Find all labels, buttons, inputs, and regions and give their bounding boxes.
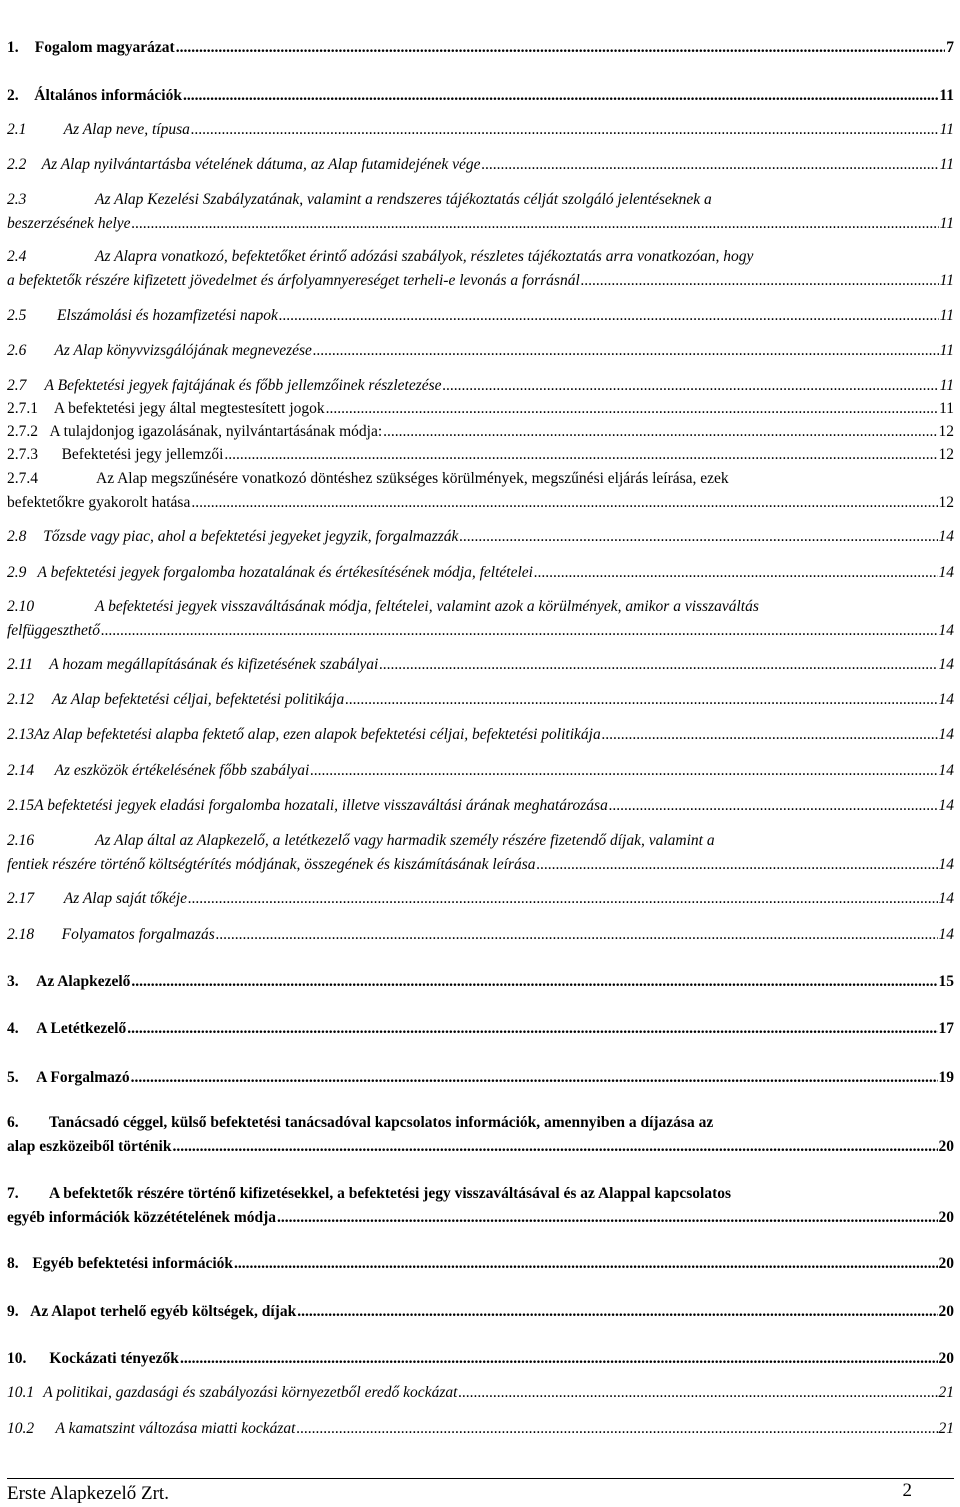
toc-leader-dots — [188, 887, 937, 911]
toc-entry-page: 21 — [938, 1420, 954, 1437]
toc-entry-title-cont: a befektetők részére kifizetett jövedelmet és árfolyamnyereséget terheli-e levonás a forrásnál — [7, 272, 580, 289]
toc-entry-number: 2.7 — [7, 377, 27, 394]
toc-entry-title: Az Alap nyilvántartásba vételének dátuma, az Alap futamidejének vége — [41, 156, 481, 173]
toc-entry[interactable] — [7, 1017, 954, 1041]
toc-entry-title: A befektetési jegy által megtestesített jogok — [53, 400, 325, 417]
toc-entry-page: 21 — [938, 1384, 954, 1401]
toc-leader-dots — [310, 759, 937, 783]
toc-leader-dots — [459, 525, 937, 549]
toc-entry-number: 3. — [7, 973, 19, 990]
toc-entry-title: Folyamatos forgalmazás — [61, 926, 215, 943]
toc-entry-title: A befektetési jegyek forgalomba hozatalának és értékesítésének módja, feltételei — [37, 564, 533, 581]
toc-entry[interactable] — [7, 1347, 954, 1371]
toc-leader-dots — [101, 619, 938, 643]
toc-entry-page: 14 — [938, 622, 954, 639]
toc-leader-dots — [176, 36, 946, 60]
footer-divider — [7, 1478, 954, 1479]
toc-entry-page: 20 — [938, 1303, 954, 1320]
toc-entry[interactable] — [7, 153, 954, 177]
toc-entry[interactable] — [7, 923, 954, 947]
toc-entry[interactable] — [7, 1417, 954, 1441]
toc-entry[interactable] — [7, 374, 954, 398]
toc-leader-dots — [180, 1347, 938, 1371]
toc-entry-page: 14 — [938, 797, 954, 814]
toc-entry[interactable] — [7, 1182, 954, 1230]
toc-entry[interactable] — [7, 525, 954, 549]
toc-entry-title-cont: felfüggeszthető — [7, 622, 100, 639]
toc-leader-dots — [297, 1300, 937, 1324]
toc-entry[interactable] — [7, 118, 954, 142]
toc-leader-dots — [379, 653, 937, 677]
toc-leader-dots — [127, 1017, 937, 1041]
toc-entry-title: Az Alap befektetési alapba fektető alap, ezen alapok befektetési céljai, befektetési politikája — [34, 726, 601, 743]
toc-entry-page: 14 — [938, 856, 954, 873]
toc-entry-number: 2.10 — [7, 598, 35, 615]
toc-entry-number: 2.15 — [7, 797, 35, 814]
toc-entry-title: Az Alap Kezelési Szabályzatának, valamint a rendszeres tájékoztatás célját szolgáló jelentéseknek a — [95, 191, 712, 208]
toc-entry-title: Befektetési jegy jellemzői — [61, 446, 224, 463]
toc-entry-number: 2.1 — [7, 121, 27, 138]
toc-entry[interactable] — [7, 1300, 954, 1324]
toc-entry-number: 2.12 — [7, 691, 35, 708]
toc-entry-page: 20 — [938, 1350, 954, 1367]
toc-entry-title: Az Alap saját tőkéje — [63, 890, 188, 907]
toc-entry-title: Az Alap által az Alapkezelő, a letétkezelő vagy harmadik személy részére fizetendő díjak, valamint a — [95, 832, 715, 849]
toc-entry-title: Fogalom magyarázat — [34, 39, 175, 56]
toc-leader-dots — [277, 1206, 937, 1230]
toc-entry-title: A kamatszint változása miatti kockázat — [55, 1420, 296, 1437]
toc-entry-page: 19 — [938, 1069, 954, 1086]
toc-entry-number: 1. — [7, 39, 19, 56]
toc-entry-page: 14 — [938, 528, 954, 545]
toc-entry-number: 2.16 — [7, 832, 35, 849]
toc-leader-dots — [172, 1135, 937, 1159]
footer-page-number: 2 — [902, 1480, 912, 1501]
toc-leader-dots — [296, 1417, 937, 1441]
toc-leader-dots — [131, 970, 937, 994]
toc-entry-title: A Befektetési jegyek fajtájának és főbb jellemzőinek részletezése — [44, 377, 442, 394]
toc-entry-page: 20 — [938, 1255, 954, 1272]
toc-entry[interactable] — [7, 420, 954, 444]
toc-entry-number: 4. — [7, 1020, 19, 1037]
toc-entry-title: Az eszközök értékelésének főbb szabályai — [54, 762, 310, 779]
toc-leader-dots — [216, 923, 938, 947]
toc-entry-number: 5. — [7, 1069, 19, 1086]
toc-entry-page: 14 — [938, 890, 954, 907]
toc-leader-dots — [482, 153, 939, 177]
toc-entry-page: 11 — [939, 156, 954, 173]
toc-entry[interactable] — [7, 304, 954, 328]
toc-entry-page: 11 — [939, 121, 954, 138]
toc-entry-title: Elszámolási és hozamfizetési napok — [56, 307, 278, 324]
toc-leader-dots — [383, 420, 937, 444]
toc-entry-page: 14 — [938, 656, 954, 673]
toc-entry[interactable] — [7, 188, 954, 236]
toc-entry[interactable] — [7, 970, 954, 994]
toc-leader-dots — [458, 1381, 937, 1405]
toc-entry-title-cont: alap eszközeiből történik — [7, 1138, 172, 1155]
toc-entry-title: Az Alapkezelő — [36, 973, 131, 990]
toc-entry-title: Az Alap befektetési céljai, befektetési politikája — [51, 691, 345, 708]
toc-entry-page: 11 — [939, 377, 954, 394]
toc-entry[interactable] — [7, 688, 954, 712]
toc-leader-dots — [183, 84, 938, 108]
toc-leader-dots — [132, 212, 939, 236]
toc-entry[interactable] — [7, 397, 954, 421]
toc-entry-title: A Forgalmazó — [36, 1069, 130, 1086]
toc-entry-title: Az Alap könyvvizsgálójának megnevezése — [54, 342, 312, 359]
toc-entry-title: Kockázati tényezők — [49, 1350, 179, 1367]
toc-entry-page: 12 — [938, 446, 954, 463]
toc-entry-number: 2.13 — [7, 726, 35, 743]
toc-entry[interactable] — [7, 443, 954, 467]
toc-entry[interactable] — [7, 245, 954, 293]
toc-entry[interactable] — [7, 1252, 954, 1276]
toc-entry[interactable] — [7, 1381, 954, 1405]
toc-leader-dots — [536, 853, 937, 877]
toc-entry[interactable] — [7, 794, 954, 818]
toc-entry-title: Az Alap neve, típusa — [63, 121, 190, 138]
toc-entry-title: A tulajdonjog igazolásának, nyilvántartásának módja: — [49, 423, 383, 440]
toc-leader-dots — [191, 491, 937, 515]
toc-entry-page: 12 — [938, 494, 954, 511]
toc-entry-page: 12 — [938, 423, 954, 440]
toc-entry-number: 10. — [7, 1350, 27, 1367]
toc-entry-title-cont: fentiek részére történő költségtérítés módjának, összegének és kiszámításának leírása — [7, 856, 536, 873]
toc-entry-number: 7. — [7, 1185, 19, 1202]
toc-entry-page: 7 — [946, 39, 954, 56]
toc-entry-title: A befektetők részére történő kifizetésekkel, a befektetési jegy visszaváltásával és az Alappal kapcsolatos — [49, 1185, 732, 1202]
toc-leader-dots — [609, 794, 938, 818]
toc-entry[interactable] — [7, 723, 954, 747]
toc-entry-number: 8. — [7, 1255, 19, 1272]
toc-entry-title: A hozam megállapításának és kifizetésének szabályai — [49, 656, 379, 673]
toc-entry-title: A politikai, gazdasági és szabályozási környezetből eredő kockázat — [43, 1384, 458, 1401]
toc-entry-page: 11 — [939, 272, 954, 289]
toc-entry[interactable] — [7, 84, 954, 108]
toc-entry-page: 11 — [939, 215, 954, 232]
toc-entry-page: 11 — [939, 307, 954, 324]
toc-entry[interactable] — [7, 759, 954, 783]
toc-entry-number: 2.9 — [7, 564, 27, 581]
toc-entry-title: Tanácsadó céggel, külső befektetési tanácsadóval kapcsolatos információk, amennyiben a díjazása az — [49, 1114, 714, 1131]
toc-entry-number: 2.7.4 — [7, 470, 38, 487]
toc-leader-dots — [224, 443, 937, 467]
toc-entry-title: Általános információk — [34, 87, 182, 104]
toc-leader-dots — [131, 1066, 938, 1090]
toc-entry[interactable] — [7, 829, 954, 877]
toc-entry-page: 14 — [938, 762, 954, 779]
toc-entry-page: 20 — [938, 1138, 954, 1155]
toc-entry-number: 2.7.2 — [7, 423, 38, 440]
toc-entry[interactable] — [7, 1066, 954, 1090]
toc-leader-dots — [443, 374, 939, 398]
toc-entry-number: 2.11 — [7, 656, 33, 673]
toc-entry-number: 2.17 — [7, 890, 35, 907]
toc-entry-page: 11 — [939, 87, 954, 104]
toc-entry-page: 14 — [938, 564, 954, 581]
toc-entry-number: 10.1 — [7, 1384, 35, 1401]
toc-entry-title-cont: befektetőkre gyakorolt hatása — [7, 494, 191, 511]
toc-entry-number: 2.14 — [7, 762, 35, 779]
toc-entry[interactable] — [7, 1111, 954, 1159]
toc-entry[interactable] — [7, 595, 954, 643]
toc-entry-title: Az Alap megszűnésére vonatkozó döntéshez szükséges körülmények, megszűnési eljárás leírása, ezek — [96, 470, 729, 487]
toc-entry-number: 2.7.3 — [7, 446, 38, 463]
toc-entry[interactable] — [7, 561, 954, 585]
toc-leader-dots — [326, 397, 938, 421]
toc-entry-number: 2.7.1 — [7, 400, 38, 417]
toc-leader-dots — [534, 561, 938, 585]
toc-entry-title: A befektetési jegyek eladási forgalomba hozatali, illetve visszaváltási árának meghatározása — [34, 797, 608, 814]
toc-leader-dots — [234, 1252, 937, 1276]
toc-entry-number: 2. — [7, 87, 19, 104]
toc-entry-title: Az Alapot terhelő egyéb költségek, díjak — [30, 1303, 297, 1320]
toc-entry-page: 14 — [938, 691, 954, 708]
toc-leader-dots — [313, 339, 939, 363]
toc-entry[interactable] — [7, 467, 954, 515]
toc-entry-number: 2.5 — [7, 307, 27, 324]
toc-entry[interactable] — [7, 36, 954, 60]
toc-entry-number: 2.4 — [7, 248, 27, 265]
footer-company: Erste Alapkezelő Zrt. — [7, 1483, 169, 1504]
toc-entry-number: 2.6 — [7, 342, 27, 359]
toc-entry-number: 2.3 — [7, 191, 27, 208]
toc-entry-page: 11 — [939, 400, 954, 417]
toc-entry-page: 14 — [938, 926, 954, 943]
toc-leader-dots — [345, 688, 937, 712]
toc-entry-title: A Letétkezelő — [36, 1020, 127, 1037]
toc-entry-title-cont: egyéb információk közzétételének módja — [7, 1209, 277, 1226]
toc-entry-page: 20 — [938, 1209, 954, 1226]
toc-entry-number: 10.2 — [7, 1420, 35, 1437]
toc-entry-number: 2.18 — [7, 926, 35, 943]
toc-leader-dots — [602, 723, 938, 747]
toc-entry-title-cont: beszerzésének helye — [7, 215, 131, 232]
toc-entry-page: 14 — [938, 726, 954, 743]
toc-entry-title: Egyéb befektetési információk — [32, 1255, 234, 1272]
toc-entry[interactable] — [7, 887, 954, 911]
toc-entry-title: Az Alapra vonatkozó, befektetőket érintő adózási szabályok, részletes tájékoztatás arra vonatkozóan, hogy — [95, 248, 754, 265]
toc-entry-number: 9. — [7, 1303, 19, 1320]
toc-entry[interactable] — [7, 339, 954, 363]
toc-leader-dots — [279, 304, 939, 328]
toc-entry-number: 2.8 — [7, 528, 27, 545]
toc-entry-page: 11 — [939, 342, 954, 359]
toc-entry-number: 2.2 — [7, 156, 27, 173]
toc-leader-dots — [581, 269, 939, 293]
toc-entry-page: 17 — [938, 1020, 954, 1037]
toc-leader-dots — [191, 118, 939, 142]
toc-entry-title: A befektetési jegyek visszaváltásának módja, feltételei, valamint azok a körülmények, amikor a visszaváltás — [95, 598, 759, 615]
toc-entry-page: 15 — [938, 973, 954, 990]
toc-entry-title: Tőzsde vagy piac, ahol a befektetési jegyeket jegyzik, forgalmazzák — [43, 528, 459, 545]
toc-entry-number: 6. — [7, 1114, 19, 1131]
toc-entry[interactable] — [7, 653, 954, 677]
